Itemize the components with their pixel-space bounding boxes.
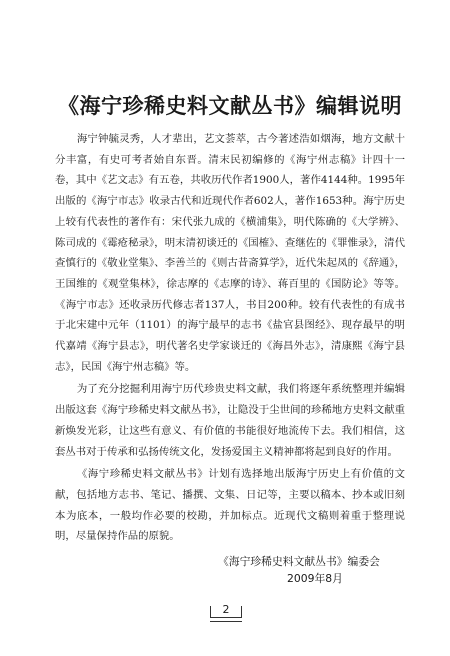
signature-org: 《海宁珍稀史料文献丛书》编委会 [218, 555, 380, 568]
paragraph: 为了充分挖掘利用海宁历代珍贵史料文献，我们将逐年系统整理并编辑出版这套《海宁珍稀史料文献丛书》，让隐没于尘世间的珍稀地方史料文献重新焕发光彩，让这些有意义、有价值的书能很好地流传下去。我们相信，这套丛书对于传承和弘扬传统文化，发扬爱国主义精神都将起到良好的作用。 [55, 383, 405, 458]
page-number-right-mark [241, 606, 242, 618]
page-title: 《海宁珍稀史料文献丛书》编辑说明 [58, 93, 402, 118]
signature-date: 2009年8月 [287, 572, 343, 585]
signature-block [218, 553, 418, 587]
page-number-left-mark [210, 606, 211, 618]
page-number [206, 604, 246, 622]
paragraph: 海宁钟毓灵秀，人才辈出，艺文荟萃，古今著述浩如烟海，地方文献十分丰富，有史可考者始自东晋。清末民初编修的《海宁州志稿》计四十一卷，其中《艺文志》有五卷，共收历代作者1900人，著作4144种。1995年出版的《海宁市志》收录古代和近现代作者602人，著作1653种。海宁历史上较有代表性的著作有：宋代张九成的《横浦集》，明代陈确的《大学辨》、陈司成的《霉疮秘录》，明末清初谈迁的《国榷》、查继佐的《罪惟录》，清代查慎行的《敬业堂集》、李善兰的《则古昔斋算学》，近代朱起凤的《辞通》，王国维的《观堂集林》，徐志摩的《志摩的诗》、蒋百里的《国防论》等等。《海宁市志》还收录历代修志者137人，书目200种。较有代表性的有成书于北宋建中元年（1101）的海宁最早的志书《盐官县图经》、现存最早的明代嘉靖《海宁县志》，明代著名史学家谈迁的《海昌外志》，清康熙《海宁县志》，民国《海宁州志稿》等。 [55, 133, 405, 373]
body-text [55, 129, 405, 549]
page-number-underline [210, 617, 242, 622]
page-number-text: 2 [222, 603, 230, 616]
paragraph: 《海宁珍稀史料文献丛书》计划有选择地出版海宁历史上有价值的文献，包括地方志书、笔记、播撰、文集、日记等，主要以稿本、抄本或旧刻本为底本，一般均作必要的校勘，并加标点。近现代文稿则着重于整理说明，尽量保持作品的原貌。 [55, 468, 405, 543]
